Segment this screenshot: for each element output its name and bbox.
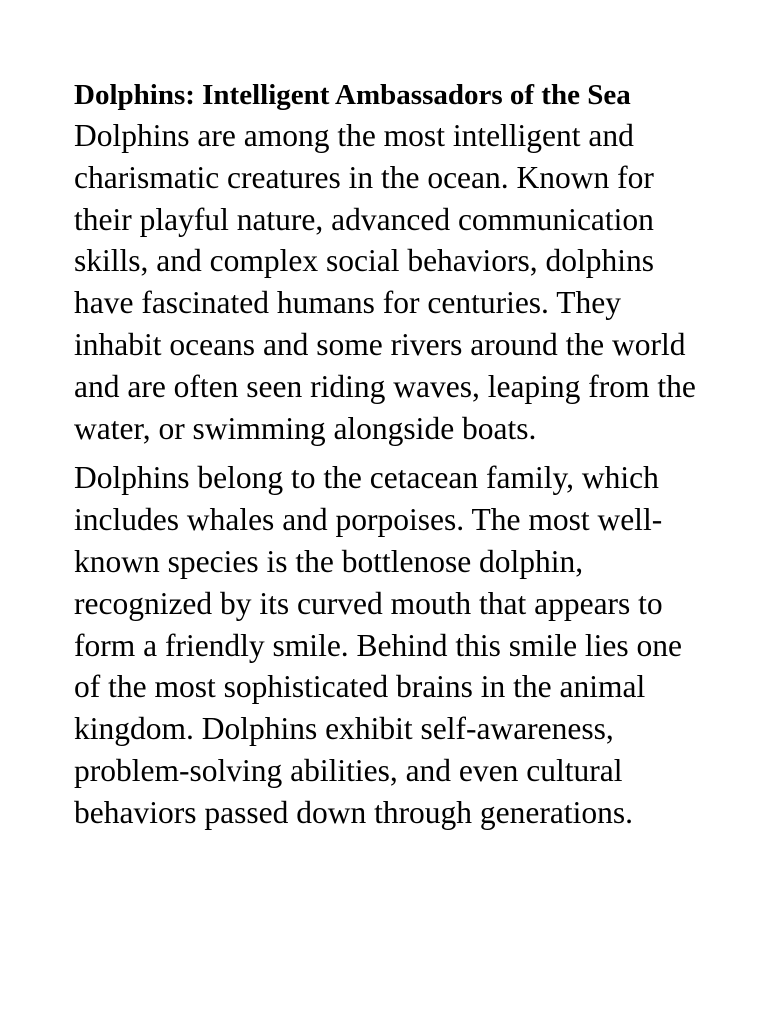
paragraph-intro: Dolphins are among the most intelligent and charismatic creatures in the ocean. Known for their playful nature, advanced communication skills, and complex social behaviors, dolphins have fascinated humans for centuries. They inhabit oceans and some rivers around the world and are often seen riding waves, leaping from the water, or swimming alongside boats. — [74, 118, 696, 446]
paragraph-cetacean-family: Dolphins belong to the cetacean family, which includes whales and porpoises. The most well-known species is the bottlenose dolphin, recognized by its curved mouth that appears to form a friendly smile. Behind this smile lies one of the most sophisticated brains in the animal kingdom. Dolphins exhibit self-awareness, problem-solving abilities, and even cultural behaviors passed down through generations. — [74, 460, 683, 830]
document-title: Dolphins: Intelligent Ambassadors of the Sea — [74, 79, 631, 111]
document-page — [74, 78, 696, 834]
